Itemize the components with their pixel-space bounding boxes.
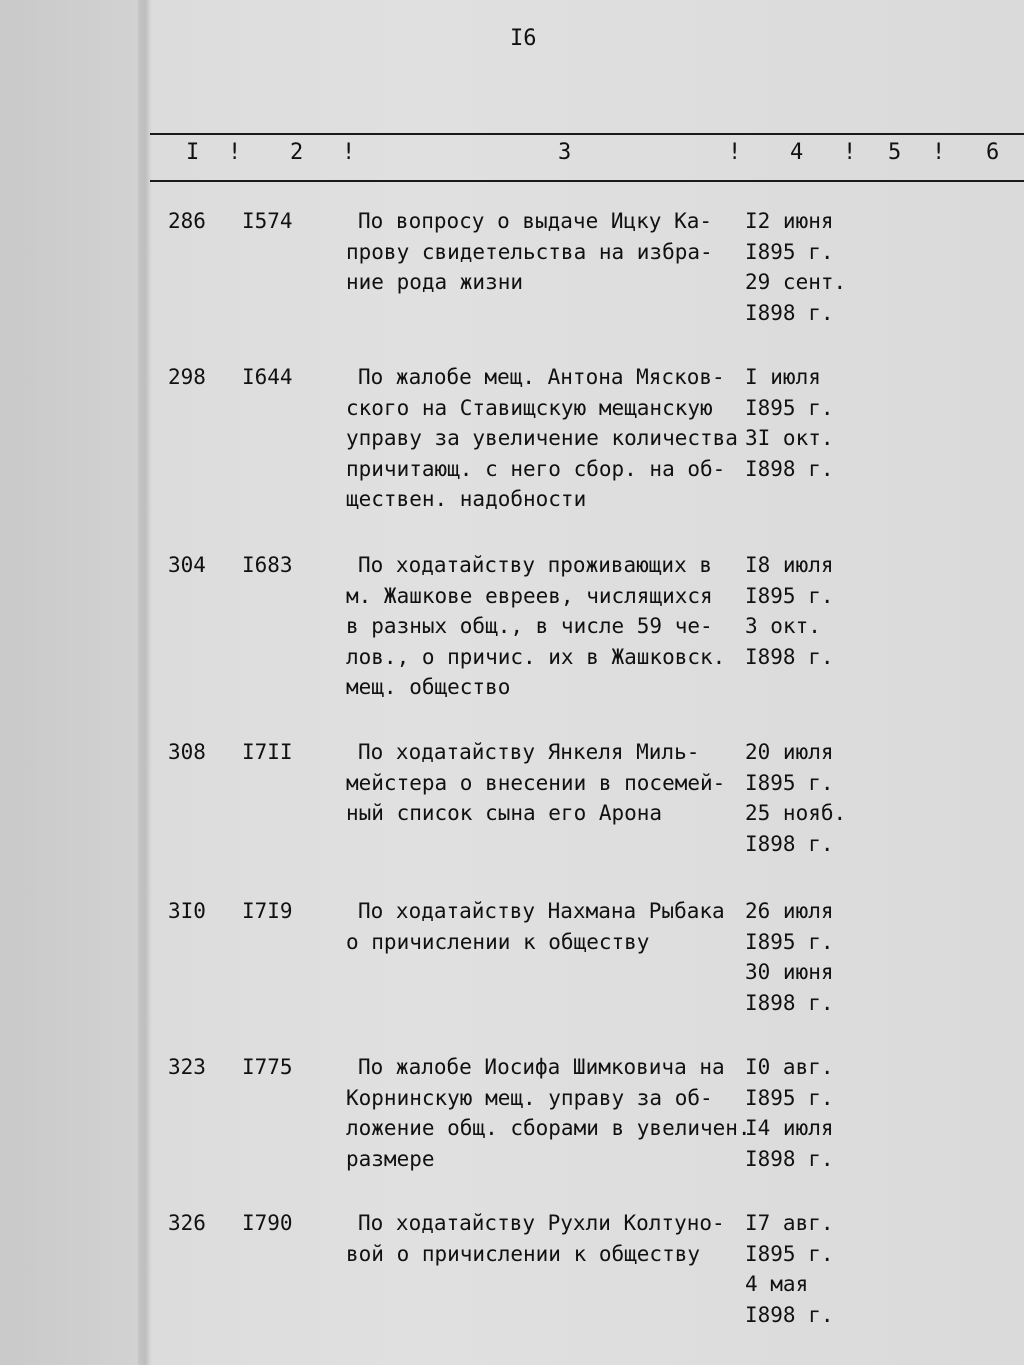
file-number: I790 <box>242 1211 293 1235</box>
date-line: I895 г. <box>745 239 834 264</box>
case-dates <box>745 896 875 1018</box>
description-line: ложение общ. сборами в увеличен. <box>346 1116 751 1140</box>
page-number: I6 <box>510 26 537 51</box>
description-line: ние рода жизни <box>346 270 524 294</box>
record-number: 326 <box>168 1211 206 1235</box>
case-description <box>346 550 756 703</box>
description-line: мещ. общество <box>346 675 511 699</box>
description-line: ществен. надобности <box>346 487 587 511</box>
date-line: I898 г. <box>745 831 834 856</box>
description-line: причитающ. с него сбор. на об- <box>346 456 726 481</box>
record-number: 304 <box>168 553 206 577</box>
date-line: 30 июня <box>745 960 834 984</box>
description-line: По жалобе Иосифа Шимковича на <box>358 1055 725 1079</box>
case-description <box>346 896 756 957</box>
case-description <box>346 1052 756 1174</box>
date-line: 20 июля <box>745 740 834 764</box>
header-col-6: 6 <box>986 140 1000 165</box>
date-line: I898 г. <box>745 990 834 1015</box>
record-number: 298 <box>168 365 206 389</box>
date-line: I898 г. <box>745 456 834 481</box>
description-line: По жалобе мещ. Антона Мясков- <box>358 365 725 389</box>
description-line: лов., о причис. их в Жашковск. <box>346 644 726 669</box>
record-number: 308 <box>168 740 206 764</box>
header-col-4: 4 <box>790 140 804 165</box>
header-separator: ! <box>728 140 742 165</box>
case-description <box>346 362 756 515</box>
header-top-rule <box>150 133 1024 135</box>
date-line: I895 г. <box>745 583 834 608</box>
date-line: I895 г. <box>745 1085 834 1110</box>
file-number: I574 <box>242 209 293 233</box>
record-number: 286 <box>168 209 206 233</box>
case-description <box>346 206 756 298</box>
case-dates <box>745 1208 875 1330</box>
table-header <box>0 140 1024 174</box>
header-separator: ! <box>342 140 356 165</box>
date-line: 29 сент. <box>745 270 847 294</box>
case-dates <box>745 362 875 484</box>
header-separator: ! <box>843 140 857 165</box>
description-line: вой о причислении к обществу <box>346 1241 701 1266</box>
header-col-2: 2 <box>290 140 304 165</box>
date-line: I898 г. <box>745 1146 834 1171</box>
description-line: По ходатайству Янкеля Миль- <box>358 740 700 764</box>
date-line: I895 г. <box>745 770 834 795</box>
date-line: I898 г. <box>745 644 834 669</box>
description-line: м. Жашкове евреев, числящихся <box>346 583 713 608</box>
case-description <box>346 1208 756 1269</box>
description-line: управу за увеличение количества <box>346 426 738 450</box>
description-line: о причислении к обществу <box>346 929 650 954</box>
case-dates <box>745 206 875 328</box>
description-line: По вопросу о выдаче Ицку Ка- <box>358 209 713 233</box>
description-line: Корнинскую мещ. управу за об- <box>346 1085 713 1110</box>
record-number: 323 <box>168 1055 206 1079</box>
header-separator: ! <box>932 140 946 165</box>
date-line: I895 г. <box>745 929 834 954</box>
header-col-1: I <box>186 140 200 165</box>
case-dates <box>745 550 875 672</box>
header-separator: ! <box>228 140 242 165</box>
file-number: I683 <box>242 553 293 577</box>
description-line: ского на Ставищскую мещанскую <box>346 395 713 420</box>
header-col-3: 3 <box>558 140 572 165</box>
date-line: I7 авг. <box>745 1211 834 1235</box>
record-number: 3I0 <box>168 899 206 923</box>
date-line: I июля <box>745 365 821 389</box>
file-number: I7I9 <box>242 899 293 923</box>
book-spine-shadow <box>138 0 152 1365</box>
case-description <box>346 737 756 829</box>
file-number: I775 <box>242 1055 293 1079</box>
date-line: I2 июня <box>745 209 834 233</box>
date-line: I898 г. <box>745 1302 834 1327</box>
description-line: ный список сына его Арона <box>346 801 663 825</box>
description-line: По ходатайству Рухли Колтуно- <box>358 1211 725 1235</box>
header-col-5: 5 <box>888 140 902 165</box>
description-line: в разных общ., в числе 59 че- <box>346 614 713 638</box>
description-line: прову свидетельства на избра- <box>346 239 713 264</box>
description-line: По ходатайству проживающих в <box>358 553 713 577</box>
date-line: I895 г. <box>745 395 834 420</box>
date-line: I4 июля <box>745 1116 834 1140</box>
description-line: По ходатайству Нахмана Рыбака <box>358 899 725 923</box>
date-line: 4 мая <box>745 1272 809 1296</box>
date-line: 3I окт. <box>745 426 834 450</box>
description-line: мейстера о внесении в посемей- <box>346 770 726 795</box>
case-dates <box>745 737 875 859</box>
header-bottom-rule <box>150 180 1024 182</box>
date-line: 26 июля <box>745 899 834 923</box>
date-line: I8 июля <box>745 553 834 577</box>
case-dates <box>745 1052 875 1174</box>
description-line: размере <box>346 1146 435 1171</box>
date-line: 25 нояб. <box>745 801 847 825</box>
date-line: I898 г. <box>745 300 834 325</box>
date-line: I895 г. <box>745 1241 834 1266</box>
file-number: I644 <box>242 365 293 389</box>
file-number: I7II <box>242 740 293 764</box>
date-line: 3 окт. <box>745 614 821 638</box>
date-line: I0 авг. <box>745 1055 834 1079</box>
